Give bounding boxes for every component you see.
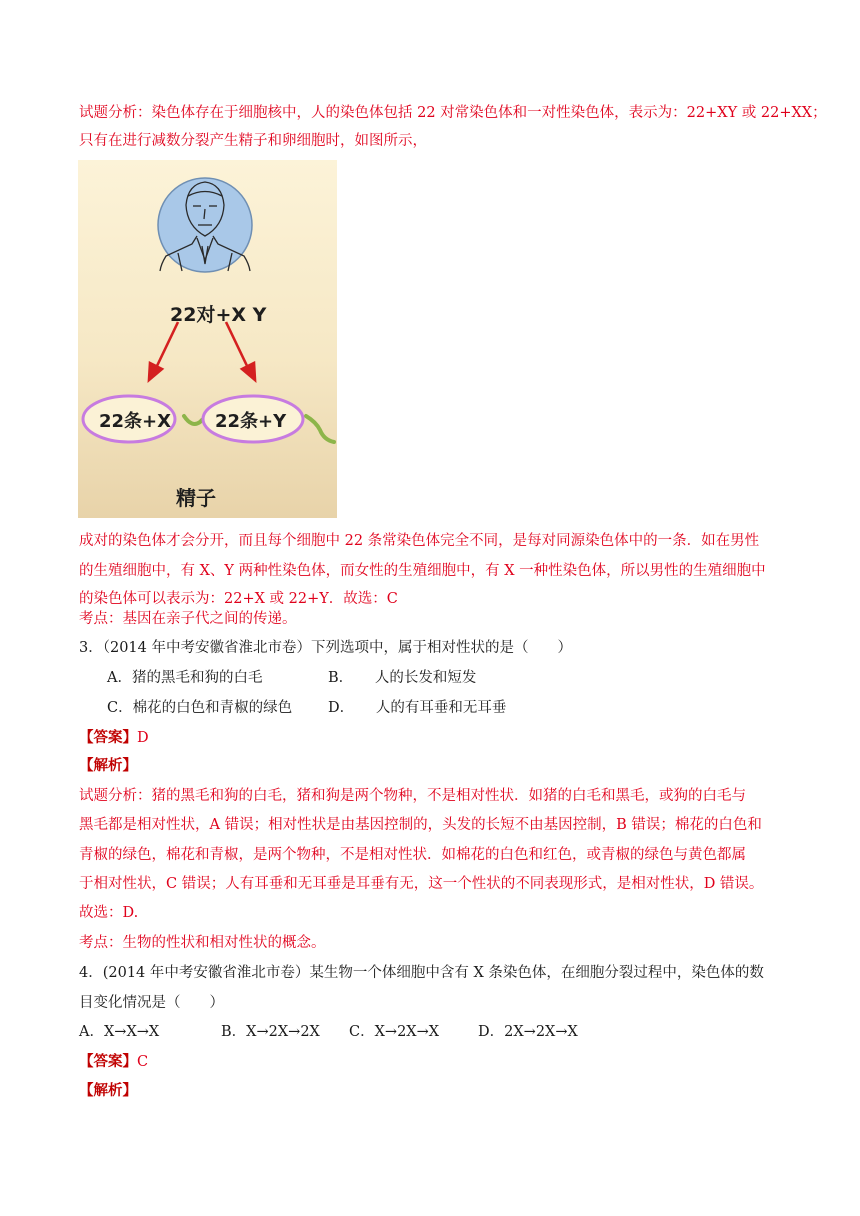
q3-option-d: D． 人的有耳垂和无耳垂 — [328, 700, 507, 716]
answer-tag: 【答案】 — [79, 1053, 137, 1070]
q4-stem-line-1: 4．(2014 年中考安徽省淮北市卷）某生物一个体细胞中含有 X 条染色体，在细胞分裂过程中，染色体的数 — [79, 965, 764, 981]
analysis-cont-line-3: 的染色体可以表示为：22+X 或 22+Y．故选：C — [79, 591, 398, 607]
q4-option-a: A．X→X→X — [79, 1024, 160, 1040]
q3-option-c: C．棉花的白色和青椒的绿色 — [107, 700, 293, 716]
analysis-cont-line-1: 成对的染色体才会分开，而且每个细胞中 22 条常染色体完全不同，是每对同源染色体中的一条．如在男性 — [79, 533, 760, 549]
q4-analysis-tag: 【解析】 — [79, 1082, 137, 1099]
sperm-tail-y — [306, 416, 334, 442]
figure-graphics — [78, 160, 337, 518]
analysis-line-2: 只有在进行减数分裂产生精子和卵细胞时，如图所示， — [79, 133, 427, 149]
q4-option-d: D．2X→2X→X — [478, 1024, 578, 1040]
q4-answer — [79, 1052, 148, 1072]
sperm-formation-figure — [78, 160, 337, 518]
analysis-cont-line-2: 的生殖细胞中，有 X、Y 两种性染色体，而女性的生殖细胞中，有 X 一种性染色体，所以男性的生殖细胞中 — [79, 563, 766, 579]
q3-stem: 3．（2014 年中考安徽省淮北市卷）下列选项中，属于相对性状的是（ ） — [79, 640, 572, 656]
answer-value: D — [137, 730, 149, 746]
sperm-caption: 精子 — [176, 486, 216, 510]
analysis-line-1: 试题分析：染色体存在于细胞核中，人的染色体包括 22 对常染色体和一对性染色体，表示为：22+XY 或 22+XX； — [79, 105, 827, 121]
answer-value: C — [137, 1054, 149, 1070]
kaodian-2: 考点：生物的性状和相对性状的概念。 — [79, 935, 326, 951]
q3-analysis-line-4: 于相对性状，C 错误；人有耳垂和无耳垂是耳垂有无，这一个性状的不同表现形式，是相对性状，D 错误。 — [79, 876, 764, 892]
q3-option-b: B． 人的长发和短发 — [328, 670, 477, 686]
q3-option-a: A．猪的黑毛和狗的白毛 — [107, 670, 263, 686]
q3-answer — [79, 728, 149, 748]
q3-analysis-line-5: 故选：D. — [79, 905, 139, 921]
division-arrows — [149, 322, 255, 380]
kaodian-1: 考点：基因在亲子代之间的传递。 — [79, 611, 297, 627]
sperm-x-label: 22条+X — [99, 411, 172, 432]
q3-analysis-tag: 【解析】 — [79, 757, 137, 774]
q3-analysis-line-2: 黑毛都是相对性状，A 错误；相对性状是由基因控制的，头发的长短不由基因控制，B 错误；棉花的白色和 — [79, 817, 762, 833]
q4-option-b: B．X→2X→2X — [221, 1024, 320, 1040]
sperm-y-label: 22条+Y — [215, 411, 287, 432]
q3-analysis-line-3: 青椒的绿色，棉花和青椒，是两个物种，不是相对性状．如棉花的白色和红色，或青椒的绿色与黄色都属 — [79, 847, 746, 863]
q4-option-c: C．X→2X→X — [349, 1024, 440, 1040]
q4-stem-line-2: 目变化情况是（ ） — [79, 995, 224, 1011]
answer-tag: 【答案】 — [79, 729, 137, 746]
parent-chromosome-label: 22对+X Y — [170, 304, 267, 326]
q3-analysis-line-1: 试题分析：猪的黑毛和狗的白毛，猪和狗是两个物种，不是相对性状．如猪的白毛和黑毛，或狗的白毛与 — [79, 788, 746, 804]
